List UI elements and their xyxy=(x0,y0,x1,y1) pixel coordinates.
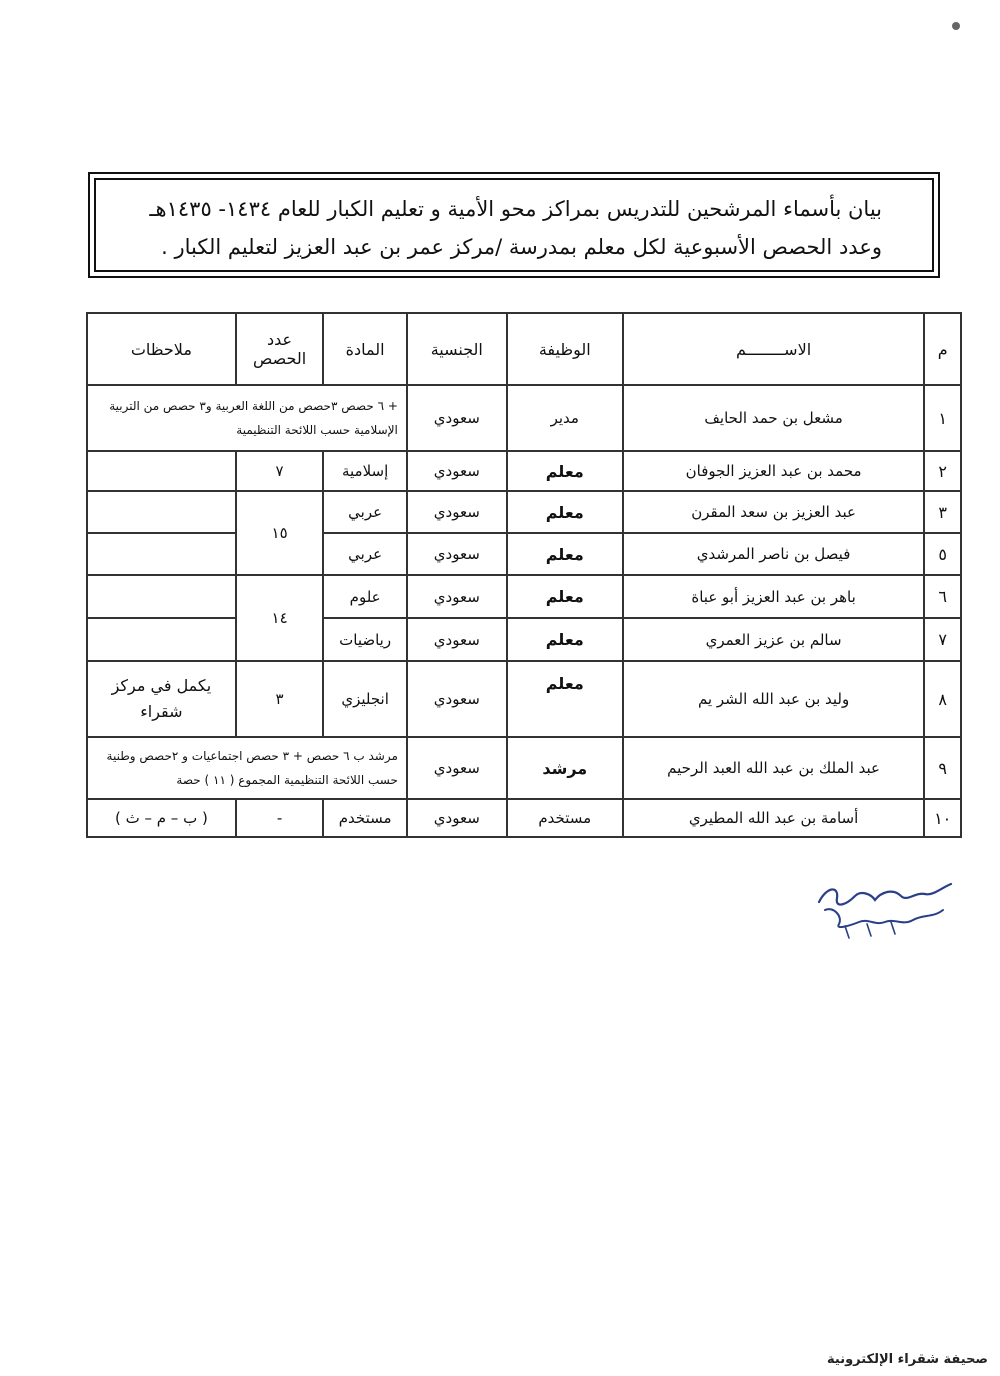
table-row xyxy=(87,661,961,737)
header-line-1: بيان بأسماء المرشحين للتدريس بمراكز محو الأمية و تعليم الكبار للعام ١٤٣٤- ١٤٣٥هـ xyxy=(149,197,882,221)
cell-name: مشعل بن حمد الحايف xyxy=(623,385,925,451)
col-header-periods: عدد الحصص xyxy=(236,313,324,385)
table-row xyxy=(87,533,961,575)
header-line-2: وعدد الحصص الأسبوعية لكل معلم بمدرسة /مركز عمر بن عبد العزيز لتعليم الكبار . xyxy=(161,235,882,259)
cell-nationality: سعودي xyxy=(407,799,507,837)
table-row xyxy=(87,575,961,618)
document-header xyxy=(88,172,940,278)
cell-no: ٧ xyxy=(924,618,961,661)
cell-nationality: سعودي xyxy=(407,385,507,451)
cell-no: ٨ xyxy=(924,661,961,737)
cell-notes xyxy=(87,618,236,661)
cell-nationality: سعودي xyxy=(407,491,507,533)
cell-notes xyxy=(87,575,236,618)
table-row xyxy=(87,737,961,799)
cell-job: معلم xyxy=(507,491,623,533)
col-header-nationality: الجنسية xyxy=(407,313,507,385)
candidates-table xyxy=(86,312,962,838)
table-row xyxy=(87,491,961,533)
table-row xyxy=(87,451,961,491)
col-header-no: م xyxy=(924,313,961,385)
cell-periods: ٣ xyxy=(236,661,324,737)
cell-job: معلم xyxy=(507,661,623,737)
cell-notes xyxy=(87,451,236,491)
cell-periods: ١٥ xyxy=(236,491,324,575)
cell-name: عبد العزيز بن سعد المقرن xyxy=(623,491,925,533)
cell-job: معلم xyxy=(507,618,623,661)
table-row xyxy=(87,618,961,661)
table-header-row xyxy=(87,313,961,385)
cell-nationality: سعودي xyxy=(407,618,507,661)
scan-dot xyxy=(952,22,960,30)
table-row xyxy=(87,799,961,837)
col-header-name: الاســــــــم xyxy=(623,313,925,385)
cell-subject: مستخدم xyxy=(323,799,407,837)
cell-no: ٩ xyxy=(924,737,961,799)
cell-name: أسامة بن عبد الله المطيري xyxy=(623,799,925,837)
cell-no: ٦ xyxy=(924,575,961,618)
cell-periods: ٧ xyxy=(236,451,324,491)
cell-job: معلم xyxy=(507,451,623,491)
cell-nationality: سعودي xyxy=(407,575,507,618)
cell-job: معلم xyxy=(507,533,623,575)
cell-no: ٥ xyxy=(924,533,961,575)
cell-name: باهر بن عبد العزيز أبو عباة xyxy=(623,575,925,618)
col-header-subject: المادة xyxy=(323,313,407,385)
handwritten-signature xyxy=(815,880,955,950)
col-header-notes: ملاحظات xyxy=(87,313,236,385)
cell-notes xyxy=(87,533,236,575)
cell-nationality: سعودي xyxy=(407,451,507,491)
cell-no: ١ xyxy=(924,385,961,451)
cell-job: مدير xyxy=(507,385,623,451)
cell-subject: انجليزي xyxy=(323,661,407,737)
cell-name: عبد الملك بن عبد الله العبد الرحيم xyxy=(623,737,925,799)
cell-subject: علوم xyxy=(323,575,407,618)
cell-name: وليد بن عبد الله الشر يم xyxy=(623,661,925,737)
cell-periods: - xyxy=(236,799,324,837)
col-header-job: الوظيفة xyxy=(507,313,623,385)
cell-subject: رياضيات xyxy=(323,618,407,661)
cell-name: محمد بن عبد العزيز الجوفان xyxy=(623,451,925,491)
cell-notes: + ٦ حصص ٣حصص من اللغة العربية و٣ حصص من التربية الإسلامية حسب اللائحة التنظيمية xyxy=(87,385,407,451)
cell-nationality: سعودي xyxy=(407,737,507,799)
cell-no: ١٠ xyxy=(924,799,961,837)
candidates-table-wrapper xyxy=(86,312,962,838)
table-row xyxy=(87,385,961,451)
cell-notes: مرشد ب ٦ حصص + ٣ حصص اجتماعيات و ٢حصص وطنية حسب اللائحة التنظيمية المجموع ( ١١ ) حصة xyxy=(87,737,407,799)
cell-job: مرشد xyxy=(507,737,623,799)
cell-no: ٢ xyxy=(924,451,961,491)
cell-subject: إسلامية xyxy=(323,451,407,491)
cell-nationality: سعودي xyxy=(407,533,507,575)
cell-subject: عربي xyxy=(323,491,407,533)
cell-nationality: سعودي xyxy=(407,661,507,737)
cell-job: مستخدم xyxy=(507,799,623,837)
cell-job: معلم xyxy=(507,575,623,618)
cell-periods: ١٤ xyxy=(236,575,324,661)
cell-name: سالم بن عزيز العمري xyxy=(623,618,925,661)
cell-subject: عربي xyxy=(323,533,407,575)
cell-name: فيصل بن ناصر المرشدي xyxy=(623,533,925,575)
cell-notes: يكمل في مركز شقراء xyxy=(87,661,236,737)
cell-notes xyxy=(87,491,236,533)
cell-notes: ( ب – م – ث ) xyxy=(87,799,236,837)
cell-no: ٣ xyxy=(924,491,961,533)
footer-brand: صحيفة شقراء الإلكترونية xyxy=(827,1352,988,1367)
